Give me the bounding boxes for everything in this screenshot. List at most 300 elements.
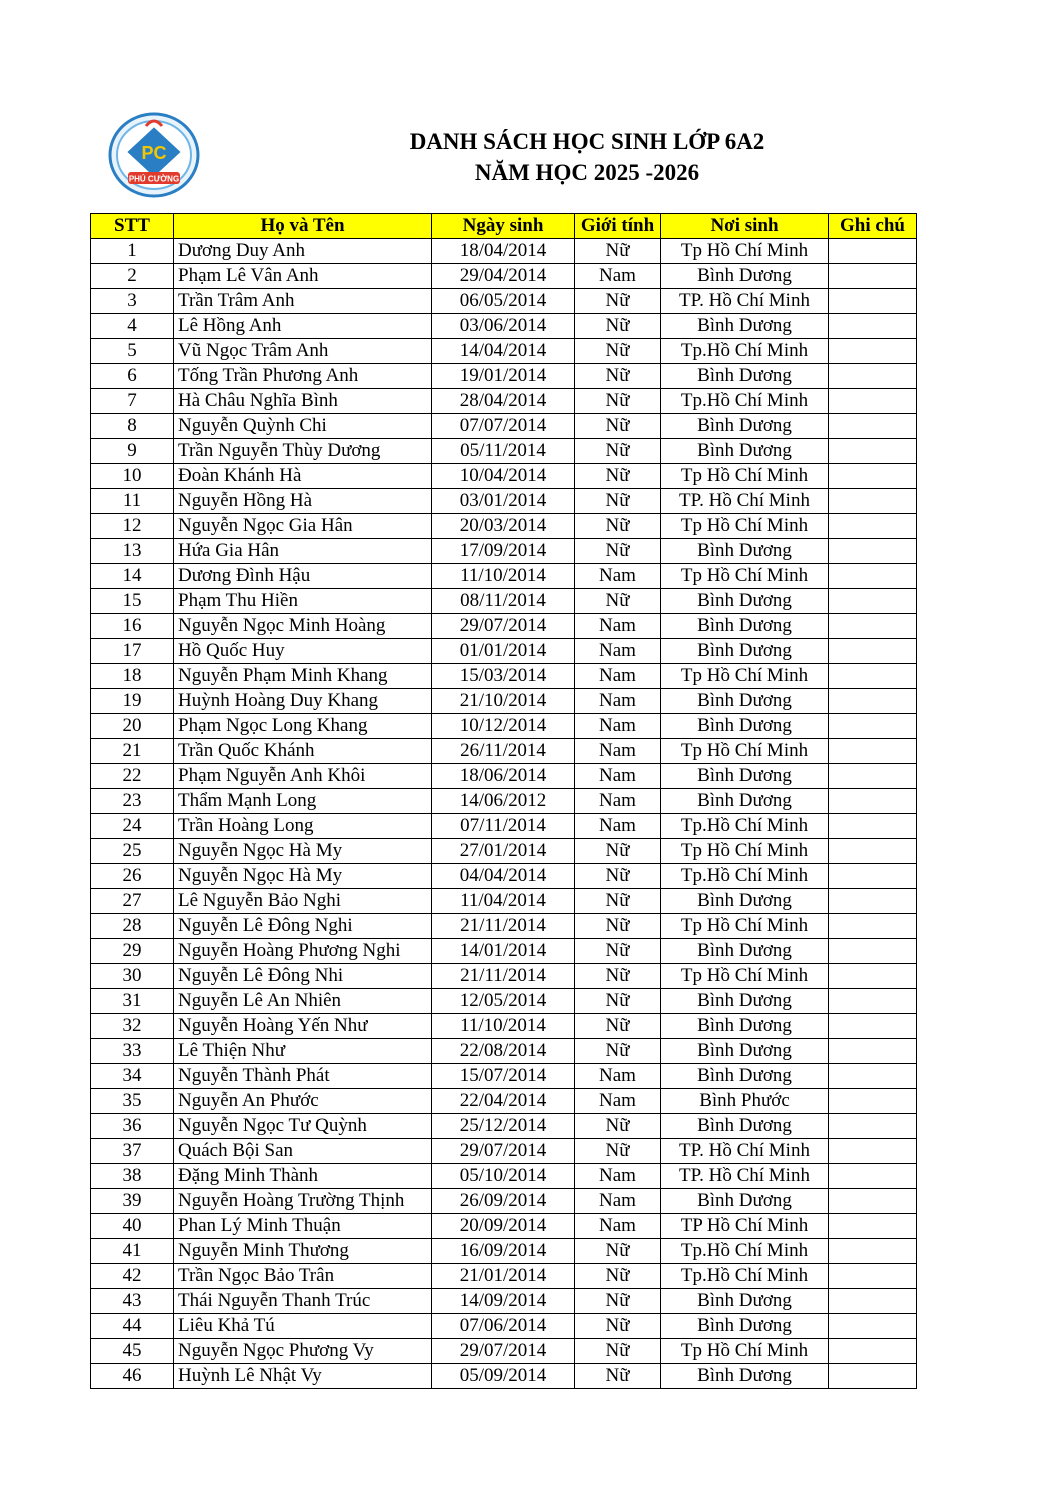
cell-stt: 46: [91, 1364, 174, 1389]
cell-gender: Nữ: [575, 1364, 661, 1389]
cell-stt: 27: [91, 889, 174, 914]
page-subtitle: NĂM HỌC 2025 -2026: [474, 160, 700, 185]
cell-name: Nguyễn Ngọc Hà My: [174, 839, 432, 864]
cell-stt: 11: [91, 489, 174, 514]
cell-birthplace: Bình Dương: [661, 1314, 829, 1339]
cell-birthdate: 14/06/2012: [432, 789, 575, 814]
table-row: [91, 639, 917, 664]
cell-name: Thẩm Mạnh Long: [174, 789, 432, 814]
table-row: [91, 1339, 917, 1364]
table-row: [91, 1189, 917, 1214]
cell-gender: Nữ: [575, 1314, 661, 1339]
cell-name: Phạm Thu Hiền: [174, 589, 432, 614]
cell-gender: Nữ: [575, 939, 661, 964]
table-row: [91, 539, 917, 564]
cell-birthdate: 11/04/2014: [432, 889, 575, 914]
cell-stt: 15: [91, 589, 174, 614]
cell-birthdate: 18/06/2014: [432, 764, 575, 789]
cell-stt: 26: [91, 864, 174, 889]
cell-note: [829, 1364, 917, 1389]
cell-gender: Nữ: [575, 864, 661, 889]
col-header-gender: Giới tính: [575, 214, 661, 239]
cell-birthplace: Tp.Hồ Chí Minh: [661, 339, 829, 364]
cell-gender: Nam: [575, 614, 661, 639]
cell-note: [829, 239, 917, 264]
cell-birthplace: Bình Dương: [661, 614, 829, 639]
cell-note: [829, 1089, 917, 1114]
table-row: [91, 614, 917, 639]
cell-stt: 8: [91, 414, 174, 439]
cell-stt: 19: [91, 689, 174, 714]
cell-birthdate: 21/11/2014: [432, 964, 575, 989]
cell-name: Nguyễn Ngọc Tư Quỳnh: [174, 1114, 432, 1139]
cell-gender: Nữ: [575, 914, 661, 939]
table-row: [91, 289, 917, 314]
cell-stt: 9: [91, 439, 174, 464]
cell-birthdate: 11/10/2014: [432, 564, 575, 589]
table-row: [91, 339, 917, 364]
cell-gender: Nam: [575, 739, 661, 764]
table-row: [91, 839, 917, 864]
cell-birthplace: Tp.Hồ Chí Minh: [661, 864, 829, 889]
cell-stt: 1: [91, 239, 174, 264]
cell-name: Huỳnh Hoàng Duy Khang: [174, 689, 432, 714]
cell-birthplace: Tp.Hồ Chí Minh: [661, 389, 829, 414]
cell-stt: 16: [91, 614, 174, 639]
cell-note: [829, 1189, 917, 1214]
cell-name: Trần Hoàng Long: [174, 814, 432, 839]
cell-birthdate: 01/01/2014: [432, 639, 575, 664]
cell-birthdate: 10/04/2014: [432, 464, 575, 489]
cell-name: Dương Đình Hậu: [174, 564, 432, 589]
cell-gender: Nam: [575, 1064, 661, 1089]
cell-stt: 20: [91, 714, 174, 739]
cell-stt: 44: [91, 1314, 174, 1339]
cell-birthplace: Bình Dương: [661, 639, 829, 664]
cell-birthdate: 26/09/2014: [432, 1189, 575, 1214]
cell-note: [829, 714, 917, 739]
cell-birthplace: TP Hồ Chí Minh: [661, 1214, 829, 1239]
table-row: [91, 314, 917, 339]
cell-birthdate: 16/09/2014: [432, 1239, 575, 1264]
cell-name: Lê Nguyễn Bảo Nghi: [174, 889, 432, 914]
cell-name: Lê Thiện Như: [174, 1039, 432, 1064]
cell-gender: Nữ: [575, 1289, 661, 1314]
cell-gender: Nữ: [575, 439, 661, 464]
cell-stt: 21: [91, 739, 174, 764]
cell-birthplace: Tp Hồ Chí Minh: [661, 664, 829, 689]
table-row: [91, 514, 917, 539]
cell-birthplace: Tp Hồ Chí Minh: [661, 514, 829, 539]
cell-note: [829, 539, 917, 564]
table-body: [91, 239, 917, 1389]
cell-name: Nguyễn Lê Đông Nhi: [174, 964, 432, 989]
cell-birthdate: 07/11/2014: [432, 814, 575, 839]
cell-birthplace: Bình Dương: [661, 1014, 829, 1039]
table-row: [91, 1089, 917, 1114]
cell-name: Vũ Ngọc Trâm Anh: [174, 339, 432, 364]
table-row: [91, 939, 917, 964]
table-row: [91, 1139, 917, 1164]
cell-gender: Nam: [575, 1214, 661, 1239]
cell-name: Phạm Nguyễn Anh Khôi: [174, 764, 432, 789]
cell-name: Trần Ngọc Bảo Trân: [174, 1264, 432, 1289]
cell-birthplace: Bình Dương: [661, 364, 829, 389]
cell-birthdate: 21/10/2014: [432, 689, 575, 714]
cell-note: [829, 739, 917, 764]
cell-note: [829, 689, 917, 714]
col-header-name: Họ và Tên: [174, 214, 432, 239]
cell-birthdate: 08/11/2014: [432, 589, 575, 614]
cell-stt: 24: [91, 814, 174, 839]
cell-birthplace: Tp Hồ Chí Minh: [661, 739, 829, 764]
cell-gender: Nữ: [575, 364, 661, 389]
cell-birthplace: Tp Hồ Chí Minh: [661, 564, 829, 589]
cell-note: [829, 1314, 917, 1339]
table-row: [91, 489, 917, 514]
cell-birthdate: 14/04/2014: [432, 339, 575, 364]
cell-birthplace: Tp.Hồ Chí Minh: [661, 814, 829, 839]
cell-gender: Nữ: [575, 1014, 661, 1039]
cell-stt: 13: [91, 539, 174, 564]
cell-name: Trần Quốc Khánh: [174, 739, 432, 764]
cell-name: Nguyễn Hoàng Phương Nghi: [174, 939, 432, 964]
cell-gender: Nữ: [575, 1239, 661, 1264]
cell-name: Đoàn Khánh Hà: [174, 464, 432, 489]
cell-gender: Nữ: [575, 964, 661, 989]
col-header-birthdate: Ngày sinh: [432, 214, 575, 239]
cell-name: Trần Trâm Anh: [174, 289, 432, 314]
cell-birthdate: 15/03/2014: [432, 664, 575, 689]
table-row: [91, 764, 917, 789]
cell-stt: 22: [91, 764, 174, 789]
cell-note: [829, 1214, 917, 1239]
cell-birthdate: 29/07/2014: [432, 614, 575, 639]
cell-gender: Nam: [575, 1089, 661, 1114]
cell-note: [829, 1164, 917, 1189]
cell-stt: 25: [91, 839, 174, 864]
cell-gender: Nam: [575, 814, 661, 839]
cell-birthplace: Bình Dương: [661, 1289, 829, 1314]
col-header-note: Ghi chú: [829, 214, 917, 239]
logo-monogram: PC: [141, 143, 167, 163]
cell-name: Quách Bội San: [174, 1139, 432, 1164]
cell-gender: Nữ: [575, 464, 661, 489]
cell-note: [829, 1139, 917, 1164]
cell-stt: 2: [91, 264, 174, 289]
cell-name: Hứa Gia Hân: [174, 539, 432, 564]
cell-stt: 14: [91, 564, 174, 589]
cell-note: [829, 439, 917, 464]
cell-stt: 31: [91, 989, 174, 1014]
cell-stt: 28: [91, 914, 174, 939]
cell-name: Huỳnh Lê Nhật Vy: [174, 1364, 432, 1389]
cell-birthplace: Bình Dương: [661, 889, 829, 914]
cell-gender: Nữ: [575, 514, 661, 539]
cell-birthdate: 21/11/2014: [432, 914, 575, 939]
cell-name: Thái Nguyễn Thanh Trúc: [174, 1289, 432, 1314]
cell-note: [829, 514, 917, 539]
cell-note: [829, 914, 917, 939]
cell-gender: Nữ: [575, 339, 661, 364]
cell-note: [829, 1264, 917, 1289]
cell-note: [829, 1239, 917, 1264]
cell-birthdate: 10/12/2014: [432, 714, 575, 739]
table-row: [91, 264, 917, 289]
cell-name: Dương Duy Anh: [174, 239, 432, 264]
table-row: [91, 239, 917, 264]
table-row: [91, 564, 917, 589]
cell-note: [829, 589, 917, 614]
table-row: [91, 714, 917, 739]
table-row: [91, 689, 917, 714]
cell-birthdate: 15/07/2014: [432, 1064, 575, 1089]
school-logo-icon: [108, 112, 200, 198]
table-row: [91, 414, 917, 439]
table-header-row: [91, 214, 917, 239]
cell-gender: Nữ: [575, 414, 661, 439]
cell-gender: Nữ: [575, 489, 661, 514]
table-row: [91, 739, 917, 764]
cell-gender: Nữ: [575, 989, 661, 1014]
cell-note: [829, 939, 917, 964]
cell-stt: 45: [91, 1339, 174, 1364]
table-row: [91, 989, 917, 1014]
cell-name: Nguyễn Minh Thương: [174, 1239, 432, 1264]
cell-birthdate: 25/12/2014: [432, 1114, 575, 1139]
table-row: [91, 1114, 917, 1139]
cell-stt: 32: [91, 1014, 174, 1039]
cell-stt: 5: [91, 339, 174, 364]
cell-note: [829, 464, 917, 489]
cell-birthdate: 04/04/2014: [432, 864, 575, 889]
cell-birthdate: 12/05/2014: [432, 989, 575, 1014]
cell-name: Nguyễn Ngọc Minh Hoàng: [174, 614, 432, 639]
cell-gender: Nữ: [575, 539, 661, 564]
table-row: [91, 1164, 917, 1189]
cell-birthplace: Bình Dương: [661, 264, 829, 289]
cell-name: Nguyễn Ngọc Hà My: [174, 864, 432, 889]
cell-stt: 29: [91, 939, 174, 964]
cell-birthplace: Bình Dương: [661, 689, 829, 714]
cell-stt: 10: [91, 464, 174, 489]
cell-gender: Nam: [575, 689, 661, 714]
cell-note: [829, 489, 917, 514]
table-row: [91, 1289, 917, 1314]
table-row: [91, 1014, 917, 1039]
cell-name: Nguyễn Lê An Nhiên: [174, 989, 432, 1014]
cell-gender: Nữ: [575, 289, 661, 314]
cell-gender: Nữ: [575, 839, 661, 864]
cell-stt: 12: [91, 514, 174, 539]
cell-note: [829, 1039, 917, 1064]
cell-stt: 43: [91, 1289, 174, 1314]
cell-note: [829, 839, 917, 864]
table-row: [91, 1214, 917, 1239]
table-row: [91, 364, 917, 389]
cell-note: [829, 989, 917, 1014]
cell-stt: 40: [91, 1214, 174, 1239]
cell-name: Nguyễn Hoàng Yến Như: [174, 1014, 432, 1039]
cell-birthdate: 05/11/2014: [432, 439, 575, 464]
cell-birthplace: Tp Hồ Chí Minh: [661, 239, 829, 264]
cell-birthplace: Tp Hồ Chí Minh: [661, 914, 829, 939]
cell-birthdate: 20/03/2014: [432, 514, 575, 539]
cell-name: Liêu Khả Tú: [174, 1314, 432, 1339]
cell-birthdate: 19/01/2014: [432, 364, 575, 389]
cell-note: [829, 614, 917, 639]
cell-name: Phạm Ngọc Long Khang: [174, 714, 432, 739]
cell-note: [829, 414, 917, 439]
cell-gender: Nam: [575, 789, 661, 814]
cell-stt: 35: [91, 1089, 174, 1114]
cell-note: [829, 1114, 917, 1139]
cell-birthplace: Bình Dương: [661, 1064, 829, 1089]
cell-note: [829, 1289, 917, 1314]
table-row: [91, 1039, 917, 1064]
cell-birthplace: Bình Dương: [661, 714, 829, 739]
cell-birthplace: Bình Dương: [661, 989, 829, 1014]
cell-birthplace: Tp Hồ Chí Minh: [661, 464, 829, 489]
cell-birthdate: 22/08/2014: [432, 1039, 575, 1064]
cell-birthplace: Tp Hồ Chí Minh: [661, 1339, 829, 1364]
cell-birthdate: 11/10/2014: [432, 1014, 575, 1039]
cell-name: Nguyễn An Phước: [174, 1089, 432, 1114]
cell-name: Nguyễn Thành Phát: [174, 1064, 432, 1089]
table-row: [91, 389, 917, 414]
cell-name: Hồ Quốc Huy: [174, 639, 432, 664]
cell-stt: 18: [91, 664, 174, 689]
cell-stt: 6: [91, 364, 174, 389]
cell-gender: Nữ: [575, 389, 661, 414]
table-row: [91, 439, 917, 464]
table-row: [91, 464, 917, 489]
cell-note: [829, 789, 917, 814]
cell-birthdate: 14/09/2014: [432, 1289, 575, 1314]
table-row: [91, 1364, 917, 1389]
cell-stt: 41: [91, 1239, 174, 1264]
cell-name: Tống Trần Phương Anh: [174, 364, 432, 389]
cell-birthdate: 20/09/2014: [432, 1214, 575, 1239]
cell-gender: Nữ: [575, 1264, 661, 1289]
cell-birthplace: Bình Dương: [661, 539, 829, 564]
cell-gender: Nữ: [575, 314, 661, 339]
cell-note: [829, 264, 917, 289]
cell-stt: 7: [91, 389, 174, 414]
cell-birthdate: 27/01/2014: [432, 839, 575, 864]
cell-birthdate: 29/07/2014: [432, 1339, 575, 1364]
cell-name: Phạm Lê Vân Anh: [174, 264, 432, 289]
cell-gender: Nữ: [575, 1114, 661, 1139]
cell-note: [829, 864, 917, 889]
cell-name: Nguyễn Hồng Hà: [174, 489, 432, 514]
table-row: [91, 814, 917, 839]
cell-birthdate: 03/06/2014: [432, 314, 575, 339]
cell-gender: Nam: [575, 264, 661, 289]
cell-birthdate: 03/01/2014: [432, 489, 575, 514]
cell-gender: Nam: [575, 564, 661, 589]
cell-stt: 4: [91, 314, 174, 339]
cell-birthdate: 05/10/2014: [432, 1164, 575, 1189]
cell-birthplace: Tp.Hồ Chí Minh: [661, 1239, 829, 1264]
cell-birthplace: Bình Dương: [661, 1364, 829, 1389]
cell-gender: Nam: [575, 639, 661, 664]
cell-birthdate: 26/11/2014: [432, 739, 575, 764]
cell-note: [829, 964, 917, 989]
cell-note: [829, 364, 917, 389]
cell-stt: 34: [91, 1064, 174, 1089]
cell-birthplace: TP. Hồ Chí Minh: [661, 1164, 829, 1189]
cell-birthdate: 29/04/2014: [432, 264, 575, 289]
page-title: DANH SÁCH HỌC SINH LỚP 6A2: [409, 129, 765, 154]
cell-birthdate: 17/09/2014: [432, 539, 575, 564]
cell-note: [829, 1064, 917, 1089]
cell-name: Nguyễn Quỳnh Chi: [174, 414, 432, 439]
cell-name: Phan Lý Minh Thuận: [174, 1214, 432, 1239]
cell-note: [829, 764, 917, 789]
cell-gender: Nữ: [575, 1039, 661, 1064]
cell-gender: Nữ: [575, 1139, 661, 1164]
cell-birthplace: Bình Dương: [661, 314, 829, 339]
table-row: [91, 864, 917, 889]
cell-stt: 39: [91, 1189, 174, 1214]
cell-birthdate: 07/07/2014: [432, 414, 575, 439]
cell-note: [829, 339, 917, 364]
cell-note: [829, 314, 917, 339]
student-table: [90, 213, 917, 1389]
cell-note: [829, 389, 917, 414]
cell-birthplace: Tp.Hồ Chí Minh: [661, 1264, 829, 1289]
cell-birthdate: 22/04/2014: [432, 1089, 575, 1114]
table-row: [91, 964, 917, 989]
col-header-birthplace: Nơi sinh: [661, 214, 829, 239]
cell-name: Trần Nguyễn Thùy Dương: [174, 439, 432, 464]
cell-stt: 42: [91, 1264, 174, 1289]
cell-stt: 38: [91, 1164, 174, 1189]
cell-name: Đặng Minh Thành: [174, 1164, 432, 1189]
cell-name: Nguyễn Lê Đông Nghi: [174, 914, 432, 939]
cell-note: [829, 639, 917, 664]
cell-birthdate: 29/07/2014: [432, 1139, 575, 1164]
table-row: [91, 789, 917, 814]
cell-name: Hà Châu Nghĩa Bình: [174, 389, 432, 414]
cell-birthdate: 28/04/2014: [432, 389, 575, 414]
cell-stt: 30: [91, 964, 174, 989]
cell-note: [829, 664, 917, 689]
cell-birthplace: Bình Dương: [661, 764, 829, 789]
cell-name: Nguyễn Ngọc Phương Vy: [174, 1339, 432, 1364]
cell-note: [829, 1014, 917, 1039]
cell-birthplace: Bình Dương: [661, 1114, 829, 1139]
cell-birthplace: TP. Hồ Chí Minh: [661, 489, 829, 514]
cell-birthplace: Bình Dương: [661, 414, 829, 439]
cell-birthplace: Bình Dương: [661, 1039, 829, 1064]
cell-note: [829, 1339, 917, 1364]
cell-birthdate: 05/09/2014: [432, 1364, 575, 1389]
cell-name: Nguyễn Phạm Minh Khang: [174, 664, 432, 689]
table-row: [91, 889, 917, 914]
table-row: [91, 914, 917, 939]
cell-note: [829, 289, 917, 314]
cell-birthplace: Bình Dương: [661, 439, 829, 464]
table-row: [91, 1239, 917, 1264]
cell-name: Nguyễn Ngọc Gia Hân: [174, 514, 432, 539]
cell-note: [829, 889, 917, 914]
table-row: [91, 589, 917, 614]
cell-birthplace: Bình Dương: [661, 589, 829, 614]
cell-stt: 33: [91, 1039, 174, 1064]
table-row: [91, 1064, 917, 1089]
